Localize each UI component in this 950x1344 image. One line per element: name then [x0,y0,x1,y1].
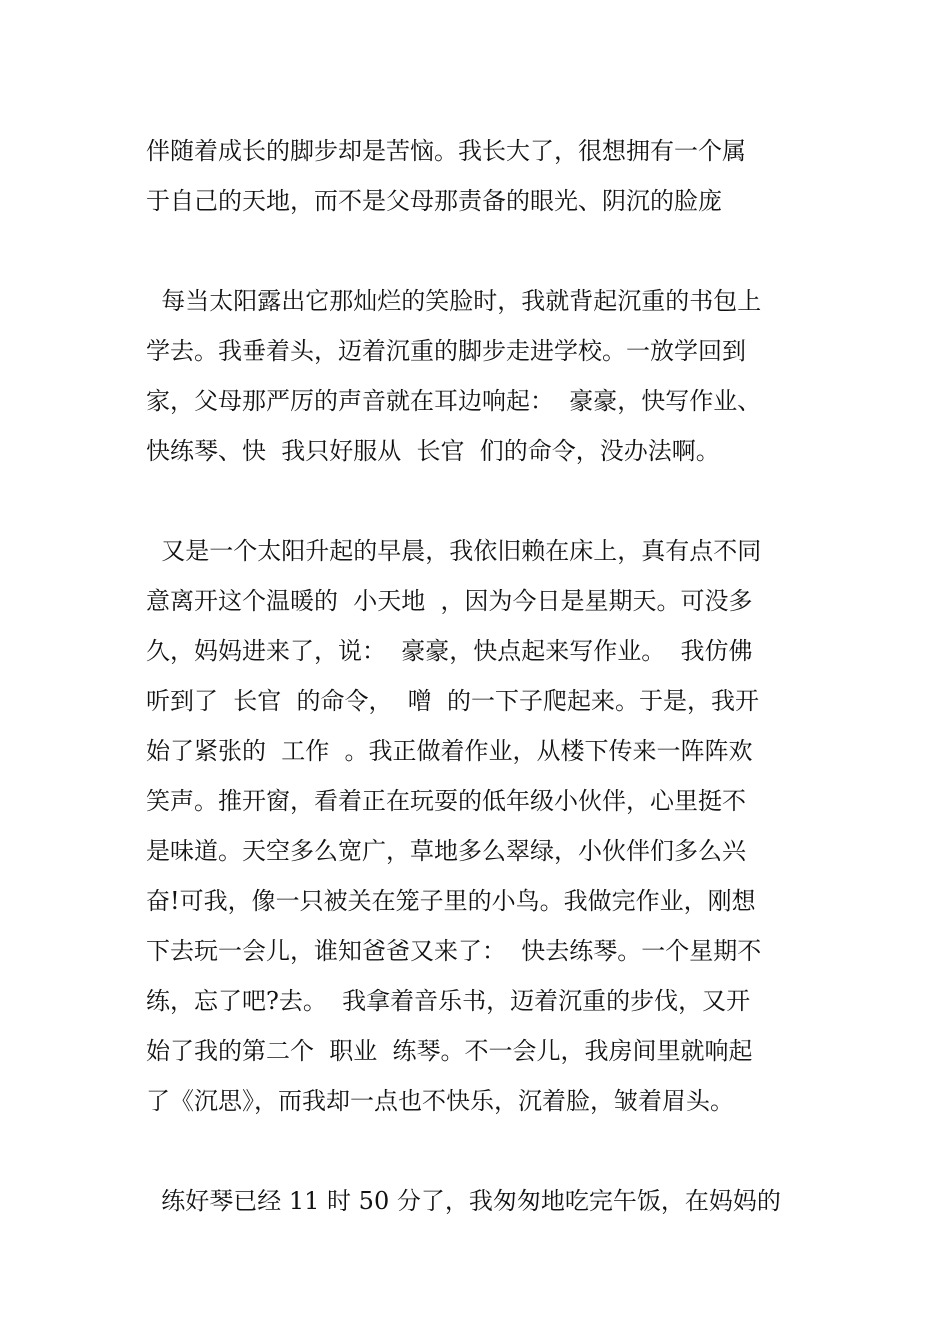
text-line: 又是一个太阳升起的早晨，我依旧赖在床上，真有点不同 [146,537,762,565]
text-line: 快练琴、快 我只好服从 长官 们的命令，没办法啊。 [146,437,720,465]
text-line: 了《沉思》，而我却一点也不快乐，沉着脸，皱着眉头。 [146,1087,734,1115]
paragraph-3 [146,526,816,1126]
text-line: 练，忘了吧?去。 我拿着音乐书，迈着沉重的步伐，又开 [146,987,751,1015]
paragraph-1 [146,126,816,226]
text-line: 久，妈妈进来了，说： 豪豪，快点起来写作业。 我仿佛 [146,637,753,665]
text-line: 练好琴已经 11 时 50 分了，我匆匆地吃完午饭，在妈妈的 [146,1187,781,1215]
text-line: 奋!可我，像一只被关在笼子里的小鸟。我做完作业，刚想 [146,887,756,915]
text-line: 意离开这个温暖的 小天地 ，因为今日是星期天。可没多 [146,587,753,615]
text-line: 始了我的第二个 职业 练琴。不一会儿，我房间里就响起 [146,1037,753,1065]
text-line: 笑声。推开窗，看着正在玩耍的低年级小伙伴，心里挺不 [146,787,746,815]
text-line: 伴随着成长的脚步却是苦恼。我长大了，很想拥有一个属 [146,137,746,165]
text-line: 于自己的天地，而不是父母那责备的眼光、阴沉的脸庞 [146,187,722,215]
text-line: 每当太阳露出它那灿烂的笑脸时，我就背起沉重的书包上 [146,287,762,315]
text-line: 学去。我垂着头，迈着沉重的脚步走进学校。一放学回到 [146,337,746,365]
paragraph-4 [146,1176,816,1226]
text-line: 听到了 长官 的命令， 噌 的一下子爬起来。于是，我开 [146,687,760,715]
text-line: 始了紧张的 工作 。我正做着作业，从楼下传来一阵阵欢 [146,737,753,765]
document-body [146,126,816,1276]
text-line: 家，父母那严厉的声音就在耳边响起： 豪豪，快写作业、 [146,387,762,415]
text-line: 下去玩一会儿，谁知爸爸又来了： 快去练琴。一个星期不 [146,937,762,965]
text-line: 是味道。天空多么宽广，草地多么翠绿，小伙伴们多么兴 [146,837,746,865]
paragraph-2 [146,276,816,476]
